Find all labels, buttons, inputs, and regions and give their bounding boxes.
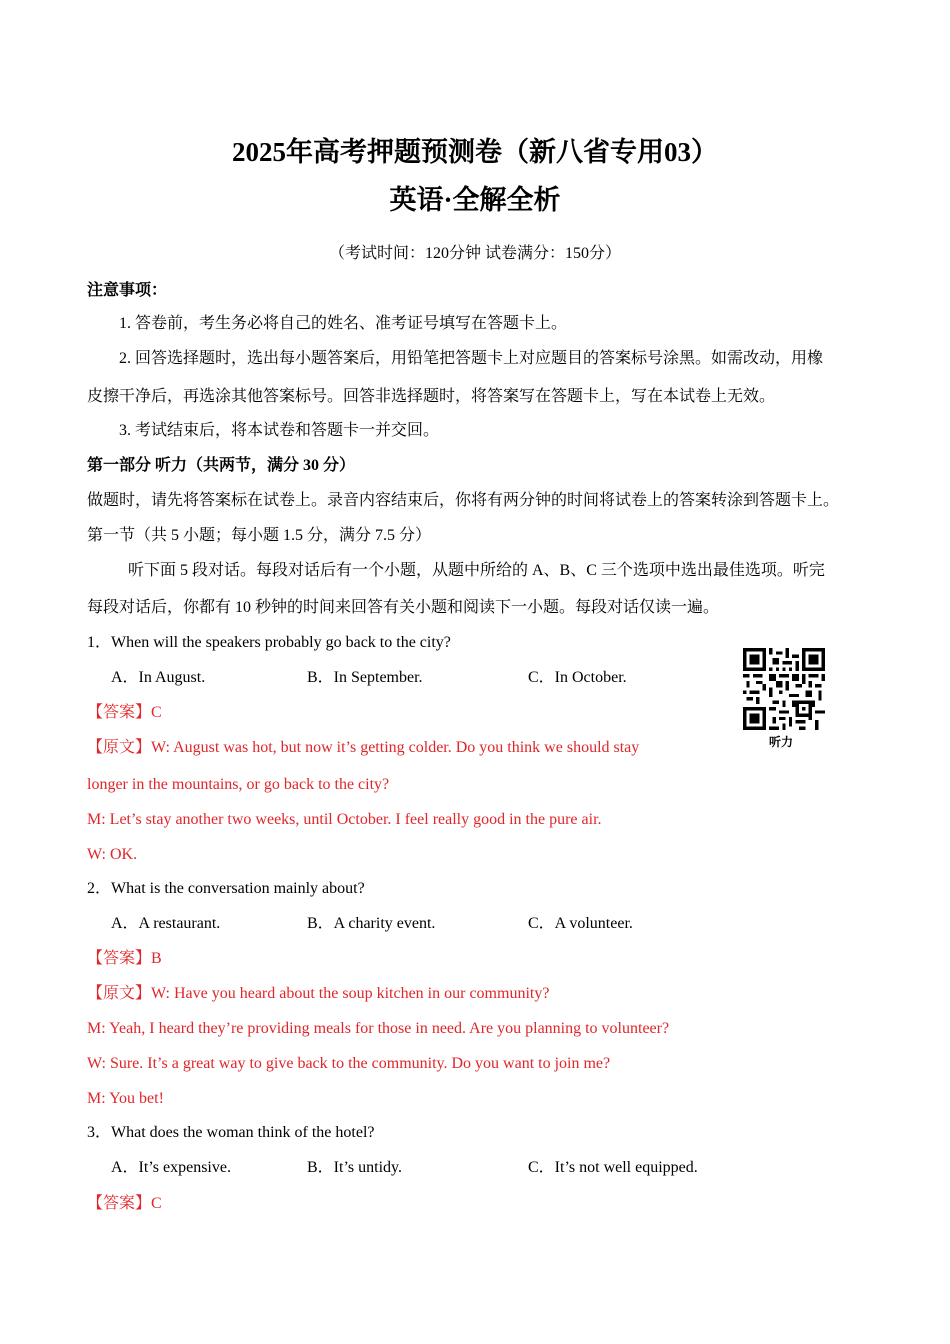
- question-3-option-a: A．It’s expensive.: [111, 1159, 231, 1176]
- answer-value: C: [151, 1195, 162, 1212]
- question-1-option-b: B．In September.: [307, 669, 423, 686]
- exam-subtitle: 英语·全解全析: [389, 185, 561, 215]
- notes-heading: 注意事项：: [87, 282, 168, 299]
- answer-value: C: [151, 704, 162, 721]
- script-tag: 【原文】: [87, 985, 152, 1002]
- exam-title: 2025年高考押题预测卷（新八省专用03）: [232, 137, 718, 167]
- qr-code-icon: [743, 648, 825, 730]
- question-3-answer: [87, 1196, 162, 1212]
- notes-item-2-line-2: 皮擦干净后，再选涂其他答案标号。回答非选择题时，将答案写在答题卡上，写在本试卷上无效。: [87, 388, 776, 405]
- part1-heading: 第一部分 听力（共两节，满分 30 分）: [87, 457, 356, 474]
- section1-heading: 第一节（共 5 小题；每小题 1.5 分，满分 7.5 分）: [87, 527, 432, 544]
- notes-item-2-line-1: 2. 回答选择题时，选出每小题答案后，用铅笔把答题卡上对应题目的答案标号涂黑。如需改动，用橡: [119, 350, 824, 367]
- question-2-script-line-3: W: Sure. It’s a great way to give back to the community. Do you want to join me?: [87, 1055, 611, 1072]
- section1-directions-line-2: 每段对话后，你都有 10 秒钟的时间来回答有关小题和阅读下一小题。每段对话仅读一遍。: [87, 599, 720, 616]
- question-3-option-b: B．It’s untidy.: [307, 1159, 402, 1176]
- exam-time-info: （考试时间：120分钟 试卷满分：150分）: [328, 245, 621, 262]
- question-3-stem: 3．What does the woman think of the hotel?: [87, 1124, 375, 1141]
- answer-tag: 【答案】: [87, 950, 152, 967]
- qr-code-label: 听力: [769, 735, 794, 749]
- question-1-script-line-2: longer in the mountains, or go back to the city?: [87, 776, 390, 793]
- answer-tag: 【答案】: [87, 704, 152, 721]
- question-2-script-line-4: M: You bet!: [87, 1090, 164, 1107]
- part1-instruction: 做题时，请先将答案标在试卷上。录音内容结束后，你将有两分钟的时间将试卷上的答案转涂到答题卡上。: [87, 492, 840, 509]
- question-2-option-c: C．A volunteer.: [528, 915, 633, 932]
- question-1-answer: [87, 705, 162, 721]
- script-text: W: Have you heard about the soup kitchen in our community?: [151, 985, 550, 1002]
- question-2-option-a: A．A restaurant.: [111, 915, 221, 932]
- question-1-option-c: C．In October.: [528, 669, 627, 686]
- question-2-option-b: B．A charity event.: [307, 915, 436, 932]
- question-1-stem: 1．When will the speakers probably go back to the city?: [87, 634, 451, 651]
- notes-item-3: 3. 考试结束后，将本试卷和答题卡一并交回。: [119, 422, 440, 439]
- script-tag: 【原文】: [87, 739, 152, 756]
- question-2-stem: 2．What is the conversation mainly about?: [87, 880, 365, 897]
- question-2-script-line-1: [87, 986, 549, 1002]
- section1-directions-line-1: 听下面 5 段对话。每段对话后有一个小题，从题中所给的 A、B、C 三个选项中选出最佳选项。听完: [128, 562, 825, 579]
- question-1-option-a: A．In August.: [111, 669, 206, 686]
- question-1-script-line-3: M: Let’s stay another two weeks, until October. I feel really good in the pure air.: [87, 811, 602, 828]
- answer-tag: 【答案】: [87, 1195, 152, 1212]
- question-2-script-line-2: M: Yeah, I heard they’re providing meals for those in need. Are you planning to volunteer?: [87, 1020, 670, 1037]
- notes-item-1: 1. 答卷前，考生务必将自己的姓名、准考证号填写在答题卡上。: [119, 315, 568, 332]
- answer-value: B: [151, 950, 162, 967]
- question-2-answer: [87, 951, 162, 967]
- question-1-script-line-4: W: OK.: [87, 846, 138, 863]
- script-text: W: August was hot, but now it’s getting colder. Do you think we should stay: [151, 739, 640, 756]
- question-1-script-line-1: [87, 740, 639, 756]
- question-3-option-c: C．It’s not well equipped.: [528, 1159, 698, 1176]
